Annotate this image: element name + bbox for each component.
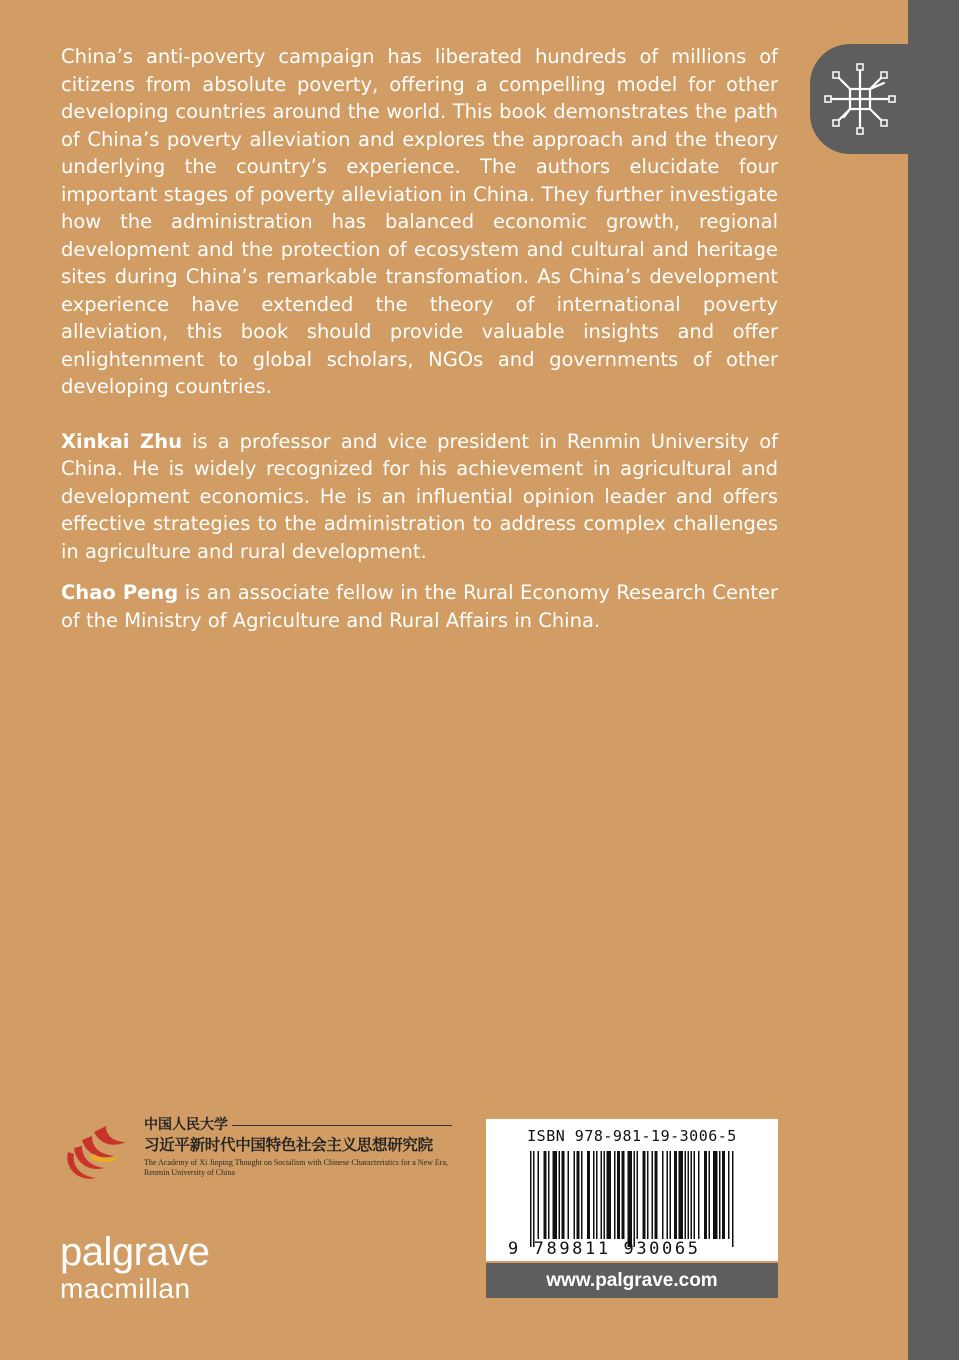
barcode-bar bbox=[655, 1151, 658, 1239]
barcode-bar bbox=[685, 1151, 687, 1239]
publisher-url: www.palgrave.com bbox=[486, 1263, 778, 1298]
barcode-digits: 9 789811 930065 bbox=[508, 1239, 701, 1259]
barcode-bar bbox=[662, 1151, 664, 1239]
barcode-bar bbox=[581, 1151, 583, 1239]
barcode-bar bbox=[604, 1151, 606, 1239]
barcode-bar bbox=[674, 1151, 677, 1239]
barcode-bar bbox=[533, 1151, 535, 1247]
back-cover-text bbox=[61, 43, 778, 634]
barcode-bar bbox=[577, 1151, 580, 1239]
barcode-bar bbox=[596, 1151, 598, 1239]
barcode-bar bbox=[587, 1151, 590, 1239]
barcode-bar bbox=[538, 1151, 540, 1239]
barcode-bar bbox=[634, 1151, 636, 1247]
author-bio-2 bbox=[61, 579, 778, 634]
barcode-bar bbox=[530, 1151, 532, 1247]
barcode-bar bbox=[670, 1151, 672, 1239]
barcode-bar bbox=[548, 1151, 550, 1239]
partner-institute bbox=[144, 1116, 474, 1178]
barcode-bar bbox=[732, 1151, 734, 1247]
barcode-bar bbox=[698, 1151, 700, 1239]
publisher-line-1: palgrave bbox=[60, 1230, 210, 1274]
partner-cn-line-2: 习近平新时代中国特色社会主义思想研究院 bbox=[144, 1135, 433, 1154]
barcode-bar bbox=[694, 1151, 696, 1239]
barcode-bar bbox=[704, 1151, 707, 1239]
barcode-bar bbox=[667, 1151, 669, 1239]
isbn-barcode bbox=[486, 1119, 778, 1261]
publisher-logo bbox=[60, 1232, 209, 1306]
author-name-1: Xinkai Zhu bbox=[61, 429, 182, 453]
barcode-bar bbox=[562, 1151, 565, 1239]
barcode-bar bbox=[617, 1151, 620, 1239]
barcode-bar bbox=[568, 1151, 570, 1239]
spine-strip bbox=[908, 0, 959, 1360]
author-bio-text-1: is a professor and vice president in Renmin University of China. He is widely recognized for his achievement in agricultural and development economics. He is an influential opinion leader and offers effective strategies to the administration to address complex challenges in agriculture and rural development. bbox=[61, 429, 778, 563]
barcode-bar bbox=[691, 1151, 693, 1239]
barcode-bar bbox=[722, 1151, 725, 1239]
palgrave-network-icon bbox=[824, 63, 896, 135]
author-name-2: Chao Peng bbox=[61, 581, 179, 604]
partner-cn-name: 中国人民大学 bbox=[144, 1117, 228, 1133]
barcode-bar bbox=[647, 1151, 649, 1239]
barcode-bar bbox=[614, 1151, 616, 1239]
barcode-bar bbox=[593, 1151, 595, 1239]
barcode-bar bbox=[559, 1151, 561, 1239]
barcode-bar bbox=[713, 1151, 718, 1239]
barcode-bar bbox=[652, 1151, 654, 1239]
partner-rule bbox=[232, 1125, 452, 1126]
publisher-line-2: macmillan bbox=[60, 1273, 191, 1304]
barcode-bar bbox=[553, 1151, 558, 1239]
renmin-flame-logo bbox=[60, 1118, 136, 1184]
barcode-bar bbox=[688, 1151, 690, 1239]
series-badge bbox=[810, 44, 908, 154]
partner-en-line: The Academy of Xi Jinping Thought on Socialism with Chinese Characteristics for a New Era, Renmin University of China bbox=[144, 1158, 449, 1177]
barcode-bar bbox=[574, 1151, 576, 1239]
barcode-bar bbox=[544, 1151, 547, 1239]
barcode-bar bbox=[679, 1151, 684, 1239]
partner-cn-line-1 bbox=[144, 1116, 474, 1134]
barcode-bar bbox=[637, 1151, 639, 1239]
author-bio-1 bbox=[61, 428, 778, 566]
barcode-bar bbox=[622, 1151, 625, 1239]
barcode-bar bbox=[719, 1151, 721, 1239]
barcode-bar bbox=[628, 1151, 633, 1247]
barcode-bar bbox=[728, 1151, 730, 1239]
author-bio-text-2: is an associate fellow in the Rural Economy Research Center of the Ministry of Agriculture and Rural Affairs in China. bbox=[61, 581, 778, 632]
barcode-bar bbox=[601, 1151, 603, 1239]
isbn-label: ISBN 978-981-19-3006-5 bbox=[527, 1127, 737, 1145]
barcode-bar bbox=[643, 1151, 646, 1239]
barcode-bar bbox=[607, 1151, 612, 1239]
barcode-bar bbox=[709, 1151, 711, 1239]
book-description: China’s anti-poverty campaign has liberated hundreds of millions of citizens from absolute poverty, offering a compelling model for other developing countries around the world. This book demonstrates the path of China’s poverty alleviation and explores the approach and the theory underlying the country’s experience. The authors elucidate four important stages of poverty alleviation in China. They further investigate how the administration has balanced economic growth, regional development and the protection of ecosystem and cultural and heritage sites during China’s remarkable transfomation. As China’s development experience have extended the theory of international poverty alleviation, this book should provide valuable insights and offer enlightenment to global scholars, NGOs and governments of other developing countries. bbox=[61, 45, 778, 398]
